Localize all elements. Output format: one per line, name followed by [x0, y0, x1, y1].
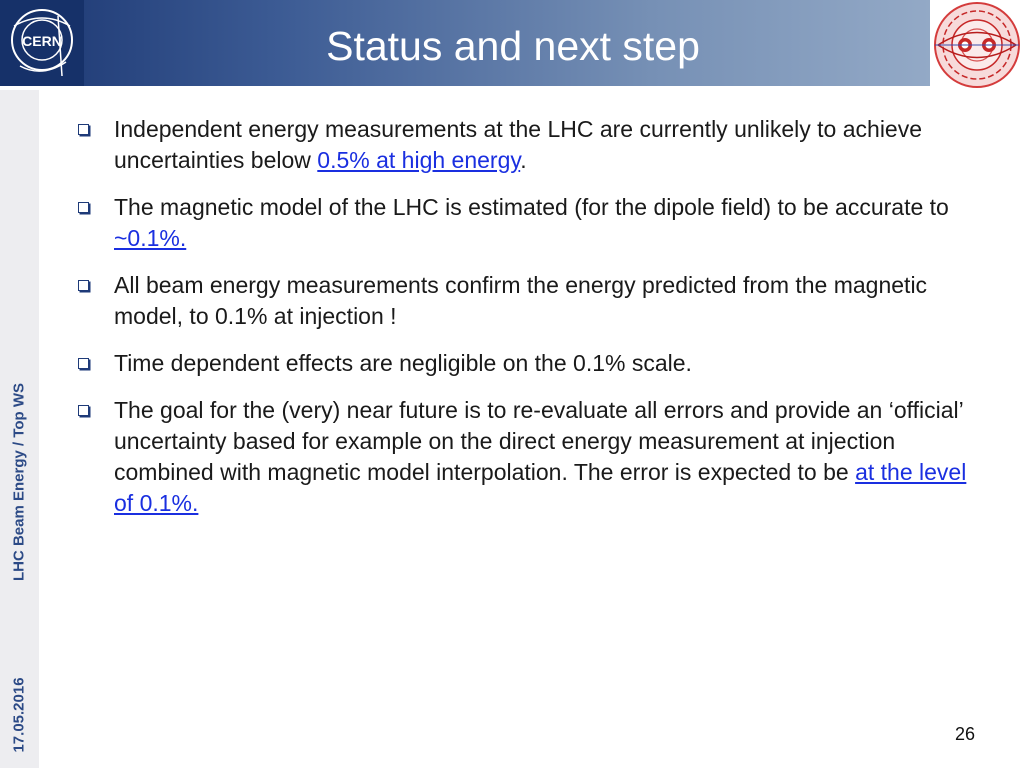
cern-logo: [0, 0, 84, 86]
square-bullet-icon: [78, 405, 89, 416]
bullet-list: [72, 114, 972, 535]
lhc-logo: [932, 0, 1022, 90]
bullet-text: The magnetic model of the LHC is estimated (for the dipole field) to be accurate to: [114, 194, 949, 220]
page-number: 26: [954, 724, 976, 744]
cern-logo-text: CERN: [22, 33, 62, 49]
square-bullet-icon: [78, 202, 89, 213]
hyperlink[interactable]: 0.5% at high energy: [317, 147, 521, 173]
square-bullet-icon: [78, 280, 89, 291]
bullet-text-end: .: [520, 147, 527, 173]
hyperlink[interactable]: at the level of 0.1%.: [114, 459, 967, 516]
hyperlink[interactable]: ~0.1%.: [114, 225, 187, 251]
bullet-item: [72, 270, 972, 332]
square-bullet-icon: [78, 124, 89, 135]
sidebar: [0, 90, 39, 768]
square-bullet-icon: [78, 358, 89, 369]
bullet-text: Time dependent effects are negligible on the 0.1% scale.: [114, 350, 692, 376]
bullet-item: [72, 192, 972, 254]
date-text: 17.05.2016: [10, 677, 28, 753]
title-banner: [0, 0, 930, 86]
bullet-item: [72, 348, 972, 379]
bullet-text: All beam energy measurements confirm the energy predicted from the magnetic model, to 0.1% at injection !: [114, 272, 928, 329]
page-title: Status and next step: [326, 23, 700, 69]
bullet-text: Independent energy measurements at the LHC are currently unlikely to achieve uncertainties below: [114, 116, 923, 173]
bullet-text: The goal for the (very) near future is to re-evaluate all errors and provide an ‘official’ uncertainty based for example on the direct energy measurement at injection combined with magnetic model interpolation. The error is expected to be: [114, 397, 963, 485]
bullet-item: [72, 114, 972, 176]
bullet-item: [72, 395, 972, 519]
event-label-text: LHC Beam Energy / Top WS: [10, 382, 28, 582]
